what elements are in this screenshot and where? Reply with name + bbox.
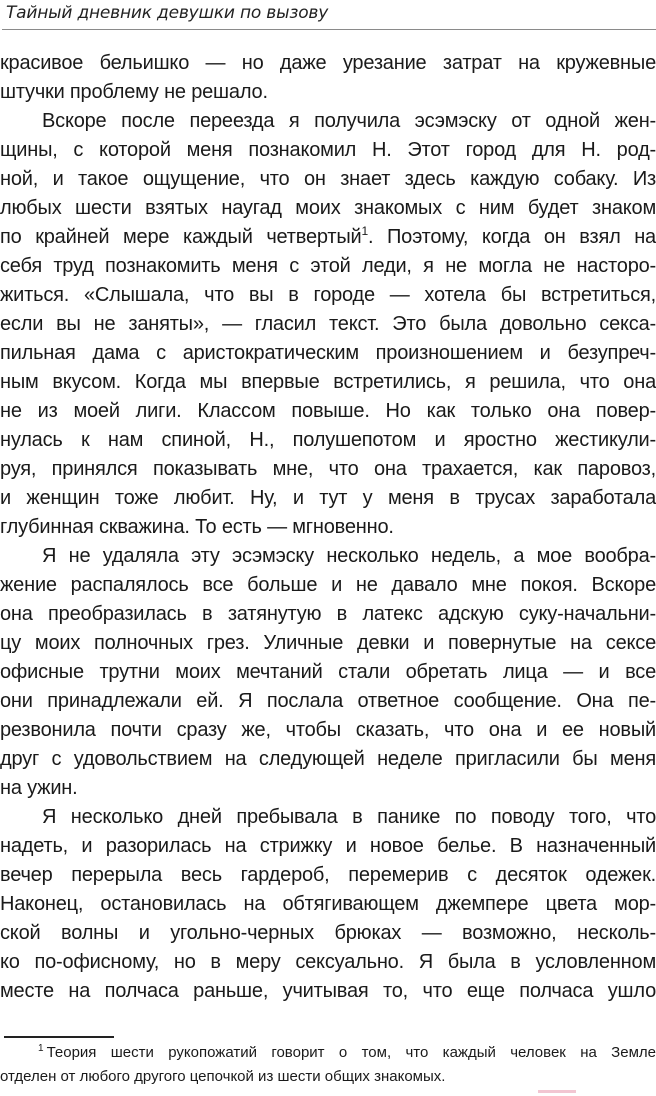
text-segment: по крайней мере каждый четвертый — [0, 226, 362, 248]
text-segment: . Поэтому, когда он взял на — [367, 226, 656, 248]
text-line: Вскоре после переезда я получила эсэмэску от одной жен- — [42, 110, 656, 132]
text-line: Наконец, остановилась на обтягивающем джемпере цвета мор- — [0, 893, 656, 915]
text-line: Я не удаляла эту эсэмэску несколько недель, а мое вообра- — [42, 545, 656, 567]
text-line: офисные трутни моих мечтаний стали обретать лица — и все — [0, 661, 656, 683]
text-line: нулась к нам спиной, Н., полушепотом и яростно жестикули- — [0, 429, 656, 451]
footnote-mark: 1 — [38, 1043, 44, 1054]
text-line: ной, и такое ощущение, что он знает здесь каждую собаку. Из — [0, 168, 656, 190]
text-line: ской волны и угольно-черных брюках — возможно, несколь- — [0, 922, 656, 944]
text-line: резвонила почти сразу же, чтобы сказать, что она и ее новый — [0, 719, 656, 741]
text-line: месте на полчаса раньше, учитывая то, что еще полчаса ушло — [0, 980, 656, 1002]
text-line: надеть, и разорилась на стрижку и новое белье. В назначенный — [0, 835, 656, 857]
text-line: вечер перерыла весь гардероб, перемерив с десяток одежек. — [0, 864, 656, 886]
text-line: себя труд познакомить меня с этой леди, я не могла не насторо- — [0, 255, 656, 277]
text-line: не из моей лиги. Классом повыше. Но как только она повер- — [0, 400, 656, 422]
text-line: друг с удовольствием на следующей неделе пригласили бы меня — [0, 748, 656, 770]
text-line: жение распалялось все больше и не давало мне покоя. Вскоре — [0, 574, 656, 596]
text-line: глубинная скважина. То есть — мгновенно. — [0, 516, 394, 538]
text-line: она преобразилась в затянутую в латекс адскую суку-начальни- — [0, 603, 656, 625]
text-line: они принадлежали ей. Я послала ответное сообщение. Она пе- — [0, 690, 656, 712]
running-head: Тайный дневник девушки по вызову — [6, 3, 329, 23]
text-line: цу моих полночных грез. Уличные девки и повернутые на сексе — [0, 632, 656, 654]
page-edge-mark — [538, 1090, 576, 1093]
text-line: если вы не заняты», — гласил текст. Это была довольно секса- — [0, 313, 656, 335]
text-line: штучки проблему не решало. — [0, 81, 268, 103]
text-line: Я несколько дней пребывала в панике по поводу того, что — [42, 806, 656, 828]
text-line: руя, принялся показывать мне, что она трахается, как паровоз, — [0, 458, 656, 480]
header-rule — [2, 29, 656, 30]
footnote-line — [38, 1044, 656, 1066]
footnote-rule — [4, 1036, 114, 1038]
text-line: ко по-офисному, но в меру сексуально. Я была в условленном — [0, 951, 656, 973]
text-line: и женщин тоже любит. Ну, и тут у меня в трусах заработала — [0, 487, 656, 509]
footnote-text: Теория шести рукопожатий говорит о том, что каждый человек на Земле — [46, 1044, 656, 1061]
text-line: житься. «Слышала, что вы в городе — хотела бы встретиться, — [0, 284, 656, 306]
text-line: щины, с которой меня познакомил Н. Этот город для Н. род- — [0, 139, 656, 161]
text-line: на ужин. — [0, 777, 78, 799]
footnote-reference: 1 — [361, 226, 368, 238]
text-line: пильная дама с аристократическим произношением и безупреч- — [0, 342, 656, 364]
text-line: ным вкусом. Когда мы впервые встретились, я решила, что она — [0, 371, 656, 393]
footnote-line: отделен от любого другого цепочкой из шести общих знакомых. — [0, 1068, 446, 1085]
text-line: красивое бельишко — но даже урезание затрат на кружевные — [0, 52, 656, 74]
text-line-with-footnote — [0, 226, 656, 255]
text-line: любых шести взятых наугад моих знакомых с ним будет знаком — [0, 197, 656, 219]
